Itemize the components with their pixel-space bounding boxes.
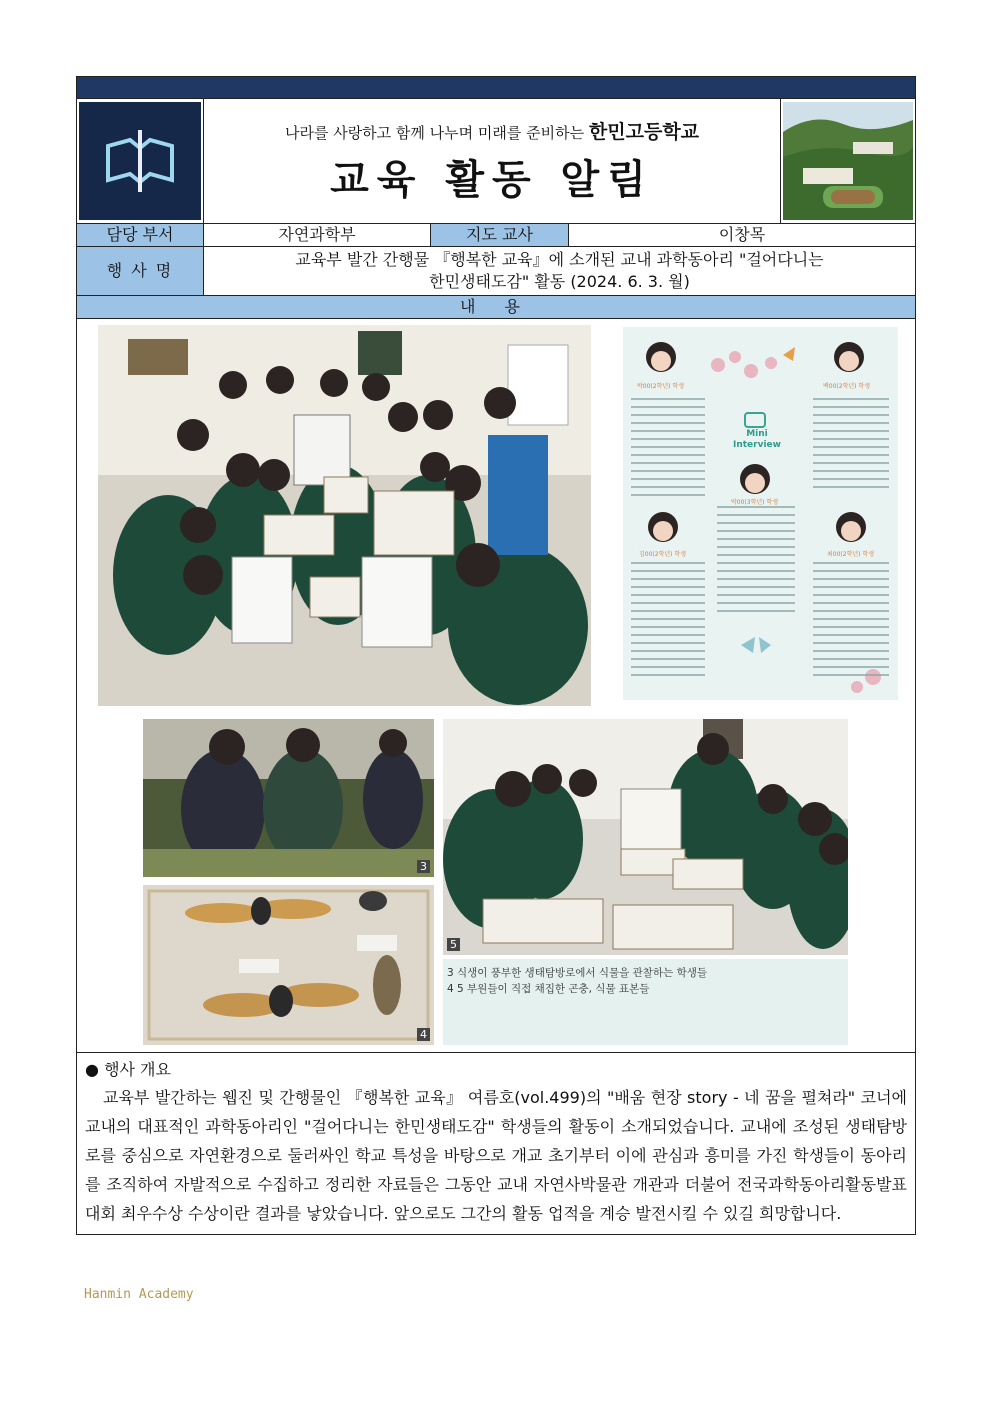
magazine-interview-panel [623, 327, 898, 700]
logo-cell [77, 99, 204, 223]
slogan-text: 나라를 사랑하고 함께 나누며 미래를 준비하는 [284, 124, 585, 142]
header [77, 99, 915, 224]
photo-caption-line-1: 3 식생이 풍부한 생태탐방로에서 식물을 관찰하는 학생들 [447, 967, 707, 979]
caption-student-bottom-right: 최00(2학년) 학생 [827, 551, 875, 558]
overview-bullet: ● [85, 1060, 99, 1079]
event-label: 행 사 명 [77, 247, 204, 295]
mini-interview-heading [727, 429, 787, 451]
specimen-table-photo [443, 719, 848, 955]
school-name: 한민고등학교 [588, 121, 700, 143]
photo-number-4: 4 [417, 1028, 430, 1041]
title-area [204, 99, 781, 223]
mini-heading-line-2: Interview [733, 440, 781, 450]
page-title: 교육 활동 알림 [330, 157, 654, 203]
teacher-label: 지도 교사 [431, 224, 569, 246]
mini-heading-line-1: Mini [746, 429, 768, 439]
photo-number-3: 3 [417, 860, 430, 873]
slogan [285, 117, 699, 144]
caption-student-center: 박00(3학년) 학생 [731, 499, 779, 506]
school-logo [79, 102, 201, 220]
event-overview [77, 1053, 915, 1234]
info-row-event [77, 247, 915, 296]
content-section-label: 내 용 [77, 296, 915, 319]
caption-student-bottom-left: 김00(2학년) 학생 [639, 551, 687, 558]
overview-body: 교육부 발간하는 웹진 및 간행물인 『행복한 교육』 여름호(vol.499)의 "배움 현장 story - 네 꿈을 펼쳐라" 코너에 교내의 대표적인 과학동아리인 "걸어다니는 한민생태도감" 학생들의 활동이 소개되었습니다. 교내에 조성된 생태탐방로를 중심으로 자연환경으로 둘러싸인 학교 특성을 바탕으로 개교 초기부터 이에 관심과 흥미를 가진 학생들이 동아리를 조직하여 자발적으로 수집하고 정리한 자료들은 그동안 교내 자연사박물관 개관과 더불어 전국과학동아리활동발표대회 최우수상 수상이란 결과를 낳았습니다. 앞으로도 그간의 활동 업적을 계승 발전시킬 수 있길 희망합니다. [85, 1088, 907, 1223]
photo-caption-line-2: 4 5 부원들이 직접 채집한 곤충, 식물 표본들 [447, 983, 650, 995]
info-row-dept [77, 224, 915, 247]
overview-heading [85, 1057, 907, 1083]
notice-document [76, 76, 916, 1235]
event-line-1: 교육부 발간 간행물 『행복한 교육』에 소개된 교내 과학동아리 "걸어다니는 [295, 250, 824, 269]
caption-student-top-right: 백00(2학년) 학생 [823, 383, 871, 390]
photo-caption-box [443, 959, 848, 1045]
campus-photo [781, 99, 915, 223]
overview-title: 행사 개요 [104, 1060, 171, 1079]
dept-value: 자연과학부 [204, 224, 431, 246]
event-line-2: 한민생태도감" 활동 (2024. 6. 3. 월) [429, 272, 690, 291]
content-area [77, 319, 915, 1053]
photo-number-5: 5 [447, 938, 460, 951]
club-group-photo [98, 325, 591, 706]
dept-label: 담당 부서 [77, 224, 204, 246]
cicada-specimen-photo [143, 885, 434, 1045]
event-value [204, 247, 915, 295]
footer-academy-name: Hanmin Academy [84, 1287, 194, 1302]
caption-student-top-left: 박00(2학년) 학생 [637, 383, 685, 390]
teacher-value: 이창목 [718, 225, 766, 244]
trail-observation-photo [143, 719, 434, 877]
top-banner [77, 77, 915, 99]
